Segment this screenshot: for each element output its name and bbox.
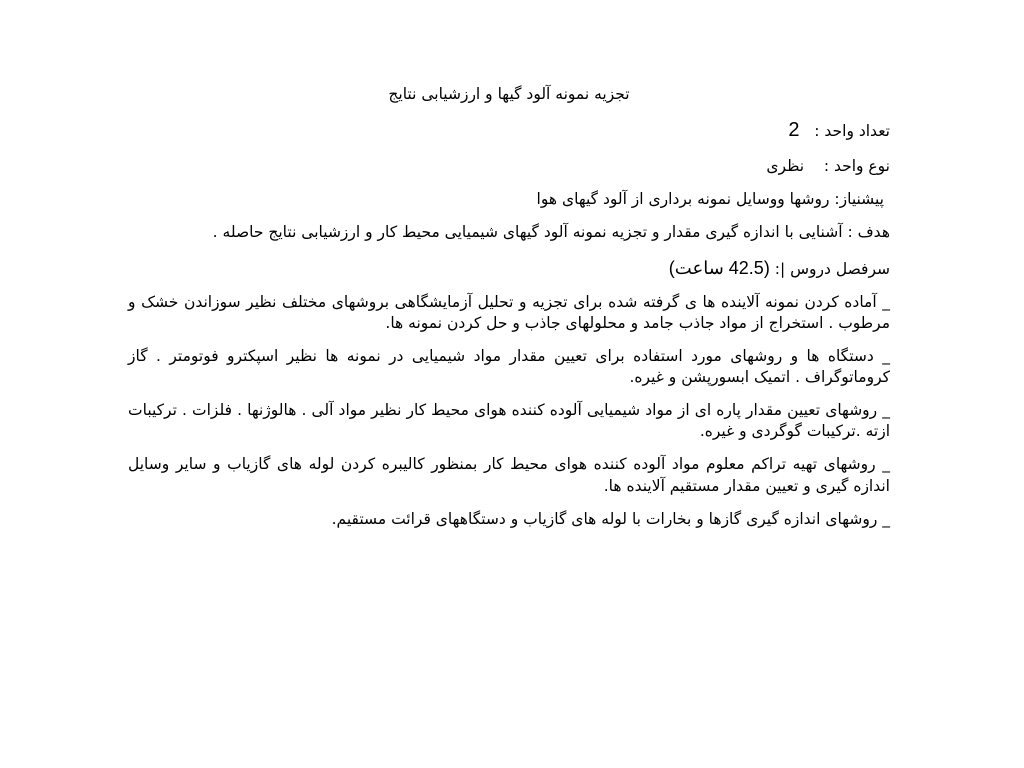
syllabus-item-3: _ روشهای تعیین مقدار پاره ای از مواد شیمیایی آلوده کننده هوای محیط کار نظیر مواد آلی . هالوژنها . فلزات . ترکیبات ازته .ترکیبات گوگردی و غیره.	[128, 401, 890, 441]
slide-title: تجزیه نمونه آلود گیها و ارزشیابی نتایج	[388, 85, 630, 103]
syllabus-item-4: _ روشهای تهیه تراکم معلوم مواد آلوده کننده هوای محیط کار بمنظور کالیبره کردن لوله های گازیاب و سایر وسایل اندازه گیری و تعیین مقدار مستقیم آلاینده ها.	[128, 455, 890, 495]
syllabus-item-5: _ روشهای اندازه گیری گازها و بخارات با لوله های گازیاب و دستگاههای قرائت مستقیم.	[331, 509, 890, 528]
syllabus-item-1: _ آماده کردن نمونه آلاینده ها ی گرفته شده برای تجزیه و تحلیل آزمایشگاهی بروشهای مختلف نظیر سوزاندن خشک و مرطوب . استخراج از مواد جاذب جامد و محلولهای جاذب و حل کردن نمونه ها.	[128, 292, 890, 333]
type-value: نظری	[766, 157, 805, 176]
syllabus-line	[128, 256, 890, 280]
syllabus-label: سرفصل دروس |:	[774, 259, 890, 278]
goal: هدف : آشنایی با اندازه گیری مقدار و تجزیه نمونه آلود گیهای شیمیایی محیط کار و ارزشیابی نتایج حاصله .	[212, 223, 890, 242]
units-value: 2	[788, 119, 800, 142]
slide-content	[128, 84, 890, 542]
type-label: نوع واحد :	[823, 157, 890, 176]
units-label: تعداد واحد :	[814, 122, 890, 141]
syllabus-item-2: _ دستگاه ها و روشهای مورد استفاده برای تعیین مقدار مواد شیمیایی در نمونه ها نظیر اسپکترو فوتومتر . گاز کروماتوگراف . اتمیک ابسورپشن و غیره.	[128, 347, 890, 387]
type-line	[128, 156, 890, 177]
prerequisite: پیشنیاز: روشها ووسایل نمونه برداری از آلود گیهای هوا	[536, 190, 884, 209]
syllabus-hours: (42.5 ساعت)	[668, 257, 770, 278]
units-line	[128, 117, 890, 144]
